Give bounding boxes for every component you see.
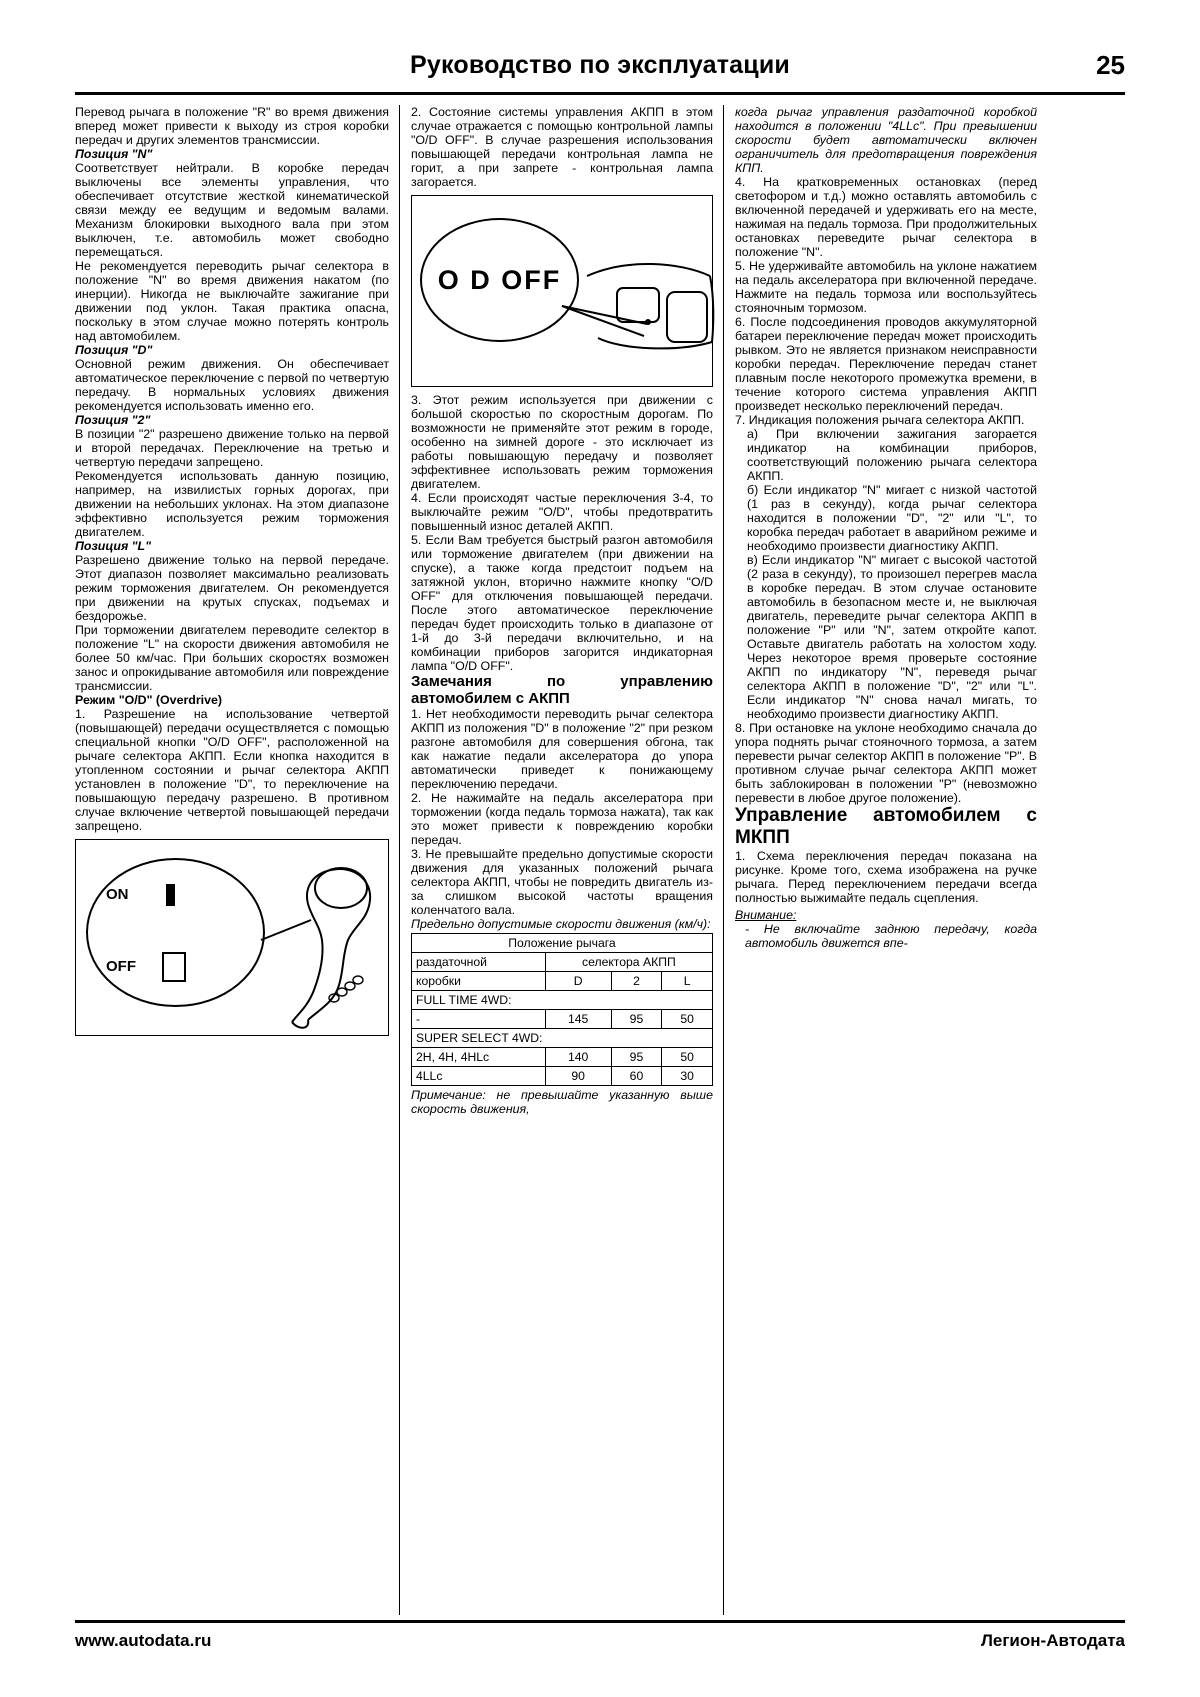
table-row xyxy=(412,1029,713,1048)
figure-overdrive-switch xyxy=(75,839,389,1036)
paragraph: 5. Если Вам требуется быстрый разгон автомобиля или торможение двигателем (при движении на спуске), а также когда предстоит подъем на затяжной уклон, вторично нажмите кнопку "O/D OFF" для отключения повышающей передачи. После этого автоматическое переключение передач будет происходить только в диапазоне от 1-й до 3-й передачи включительно, и на комбинации приборов загорится индикаторная лампа "O/D OFF". xyxy=(411,533,713,673)
paragraph-a: а) При включении зажигания загорается индикатор на комбинации приборов, соответствующий положению рычага селектора АКПП. xyxy=(747,427,1037,483)
speed-limits-table xyxy=(411,933,713,1086)
table-cell: 140 xyxy=(545,1048,611,1067)
paragraph: 1. Схема переключения передач показана на рисунке. Кроме того, схема изображена на ручке рычага. Перед переключением передачи всегда полностью выжимайте педаль сцепления. xyxy=(735,849,1037,905)
column-1 xyxy=(75,105,399,1615)
heading-mkpp: Управление автомобилем с МКПП xyxy=(735,805,1037,848)
document-page xyxy=(75,48,1125,1657)
paragraph: Не рекомендуется переводить рычаг селектора в положение "N" во время движения накатом (по инерции). Никогда не выключайте зажигание при движении под уклон. Такая практика опасна, поскольку в этом случае можно потерять контроль над автомобилем. xyxy=(75,259,389,343)
table-row xyxy=(412,1067,713,1086)
table-head-left-2: коробки xyxy=(412,972,546,991)
table-row xyxy=(412,1010,713,1029)
warning-title: Внимание: xyxy=(735,908,797,922)
page-footer xyxy=(75,1620,1125,1651)
figure-od-off-indicator xyxy=(411,195,713,387)
switch-label-on: ON xyxy=(106,886,129,903)
heading-akpp-notes: Замечания по управлению автомобилем с АКПП xyxy=(411,673,713,707)
heading-position-d: Позиция "D" xyxy=(75,343,153,357)
table-row-label: 2H, 4H, 4HLc xyxy=(412,1048,546,1067)
table-col-d: D xyxy=(545,972,611,991)
table-row xyxy=(412,934,713,953)
paragraph: Перевод рычага в положение "R" во время движения вперед может привести к выходу из строя коробки передач и других элементов трансмиссии. xyxy=(75,105,389,147)
paragraph: 1. Нет необходимости переводить рычаг селектора АКПП из положения "D" в положение "2" при резком разгоне автомобиля для совершения обгона, так как нажатие педали акселератора до упора автоматически приведет к понижающему переключению передачи. xyxy=(411,707,713,791)
warning-text: - Не включайте заднюю передачу, когда автомобиль движется впе- xyxy=(745,922,1037,950)
page-header xyxy=(75,48,1125,95)
paragraph: 7. Индикация положения рычага селектора АКПП. xyxy=(735,413,1025,427)
paragraph: 2. Состояние системы управления АКПП в этом случае отражается с помощью контрольной лампы "O/D OFF". В случае разрешения использования повышающей передачи контрольная лампа не горит, а при запрете - контрольная лампа загорается. xyxy=(411,105,713,189)
table-row xyxy=(412,991,713,1010)
table-row xyxy=(412,1048,713,1067)
paragraph: 3. Не превышайте предельно допустимые скорости движения для указанных положений рычага селектора АКПП, чтобы не повредить двигатель из-за слишком высокой частоты вращения коленчатого вала. xyxy=(411,847,713,917)
three-column-body xyxy=(75,105,1125,1615)
column-2 xyxy=(399,105,723,1615)
column-3 xyxy=(723,105,1047,1615)
table-cell: 95 xyxy=(611,1010,662,1029)
heading-position-l: Позиция "L" xyxy=(75,539,152,553)
paragraph: Основной режим движения. Он обеспечивает автоматическое переключение с первой по четвертую передачу. В нормальных условиях движения рекомендуется использовать именно его. xyxy=(75,357,389,413)
heading-overdrive: Режим "O/D" (Overdrive) xyxy=(75,693,223,707)
table-col-2: 2 xyxy=(611,972,662,991)
paragraph: 5. Не удерживайте автомобиль на уклоне нажатием на педаль акселератора при включенной передаче. Нажмите на педаль тормоза или воспользуйтесь стояночным тормозом. xyxy=(735,259,1037,315)
table-note: Примечание: не превышайте указанную выше скорость движения, xyxy=(411,1088,713,1116)
table-cell: 90 xyxy=(545,1067,611,1086)
shift-lever-illustration xyxy=(76,840,400,1033)
table-row xyxy=(412,972,713,991)
footer-site[interactable]: www.autodata.ru xyxy=(75,1631,212,1650)
table-row-label: - xyxy=(412,1010,546,1029)
paragraph: Разрешено движение только на первой передаче. Этот диапазон позволяет максимально реализовать режим торможения двигателем. Он рекомендуется при движении на крутых спусках, подъемах и бездорожье. xyxy=(75,553,389,623)
table-col-l: L xyxy=(662,972,713,991)
table-cell: 60 xyxy=(611,1067,662,1086)
paragraph: Соответствует нейтрали. В коробке передач выключены все элементы управления, что обеспечивает отсутствие жесткой кинематической связи между ее ведущим и ведомым валами. Механизм блокировки выходного вала при этом выключен, т.е. автомобиль может свободно перемещаться. xyxy=(75,161,389,259)
table-cell: 95 xyxy=(611,1048,662,1067)
paragraph: 6. После подсоединения проводов аккумуляторной батареи переключение передач может происходить рывком. Это не является признаком неисправности коробки передач. Переключение передач станет плавным после некоторого промежутка времени, в течение которого система управления АКПП произведет несколько переключений передач. xyxy=(735,315,1037,413)
paragraph: При торможении двигателем переводите селектор в положение "L" на скорости движения автомобиля не более 50 км/час. При больших скоростях возможен занос и опрокидывание автомобиля или повреждение трансмиссии. xyxy=(75,623,389,693)
paragraph: 1. Разрешение на использование четвертой (повышающей) передачи осуществляется с помощью специальной кнопки "O/D OFF", расположенной на рычаге селектора АКПП. Если кнопка находится в утопленном состоянии и рычаг селектора АКПП установлен в положение "D", то переключение на повышающую передачу разрешено. В противном случае включение четвертой повышающей передачи запрещено. xyxy=(75,707,389,833)
paragraph: 4. Если происходят частые переключения 3-4, то выключайте режим "O/D", чтобы предотвратить повышенный износ деталей АКПП. xyxy=(411,491,713,533)
switch-label-off: OFF xyxy=(106,958,136,975)
table-head-main: Положение рычага xyxy=(412,934,713,953)
table-cell: 50 xyxy=(662,1048,713,1067)
table-head-right: селектора АКПП xyxy=(545,953,712,972)
table-caption: Предельно допустимые скорости движения (км/ч): xyxy=(411,917,711,931)
paragraph-continued: когда рычаг управления раздаточной коробкой находится в положении "4LLc". При превышении скорости будет автоматически включен ограничитель для предотвращения повреждения КПП. xyxy=(735,105,1037,175)
table-section-label: SUPER SELECT 4WD: xyxy=(412,1029,713,1048)
paragraph-b: б) Если индикатор "N" мигает с низкой частотой (1 раз в секунду), когда рычаг селектора находится в положении "D", "2" или "L", то коробка передач работает в аварийном режиме и необходимо произвести диагностику АКПП. xyxy=(747,483,1037,553)
paragraph-c: в) Если индикатор "N" мигает с высокой частотой (2 раза в секунду), то произошел перегрев масла в коробке передач. В этом случае остановите автомобиль в безопасном месте и, не выключая двигатель, переведите рычаг селектора АКПП в положение "P" или "N", затем откройте капот. Оставьте двигатель работать на холостом ходу. Через некоторое время проверьте состояние АКПП по индикатору "N", переведя рычаг селектора АКПП в положение "D", "2" или "L". Если индикатор "N" снова начал мигать, то необходимо произвести диагностику АКПП. xyxy=(747,553,1037,721)
od-off-label: O D OFF xyxy=(437,264,562,295)
paragraph: Рекомендуется использовать данную позицию, например, на извилистых горных дорогах, при движении на небольших уклонах. На этом диапазоне эффективно используется режим торможения двигателем. xyxy=(75,469,389,539)
instrument-cluster-illustration xyxy=(412,196,722,384)
paragraph: 4. На кратковременных остановках (перед светофором и т.д.) можно оставлять автомобиль с включенной передачей и удерживать его на месте, нажимая на педаль тормоза. При продолжительных остановках переведите рычаг селектора в положение "N". xyxy=(735,175,1037,259)
page-number: 25 xyxy=(1096,50,1125,80)
table-cell: 145 xyxy=(545,1010,611,1029)
paragraph: 8. При остановке на уклоне необходимо сначала до упора поднять рычаг стояночного тормоза, а затем перевести рычаг селектор АКПП в положение "P". В противном случае рычаг селектора АКПП может быть заблокирован в положении "P" (невозможно перевести в любое другое положение). xyxy=(735,721,1037,805)
page-title: Руководство по эксплуатации xyxy=(410,51,790,79)
table-head-left-1: раздаточной xyxy=(412,953,546,972)
table-section-label: FULL TIME 4WD: xyxy=(412,991,713,1010)
paragraph: 3. Этот режим используется при движении с большой скоростью по скоростным дорогам. По возможности не применяйте этот режим в городе, особенно на зимней дороге - это исключает из работы повышающую передачу и позволяет эффективнее использовать режим торможения двигателем. xyxy=(411,393,713,491)
heading-position-2: Позиция "2" xyxy=(75,413,151,427)
paragraph: В позиции "2" разрешено движение только на первой и второй передачах. Переключение на третью и четвертую передачи запрещено. xyxy=(75,427,389,469)
table-row xyxy=(412,953,713,972)
heading-position-n: Позиция "N" xyxy=(75,147,153,161)
footer-publisher: Легион-Автодата xyxy=(980,1631,1125,1650)
table-cell: 50 xyxy=(662,1010,713,1029)
table-row-label: 4LLc xyxy=(412,1067,546,1086)
paragraph: 2. Не нажимайте на педаль акселератора при торможении (когда педаль тормоза нажата), так как это может привести к повреждению коробки передач. xyxy=(411,791,713,847)
table-cell: 30 xyxy=(662,1067,713,1086)
